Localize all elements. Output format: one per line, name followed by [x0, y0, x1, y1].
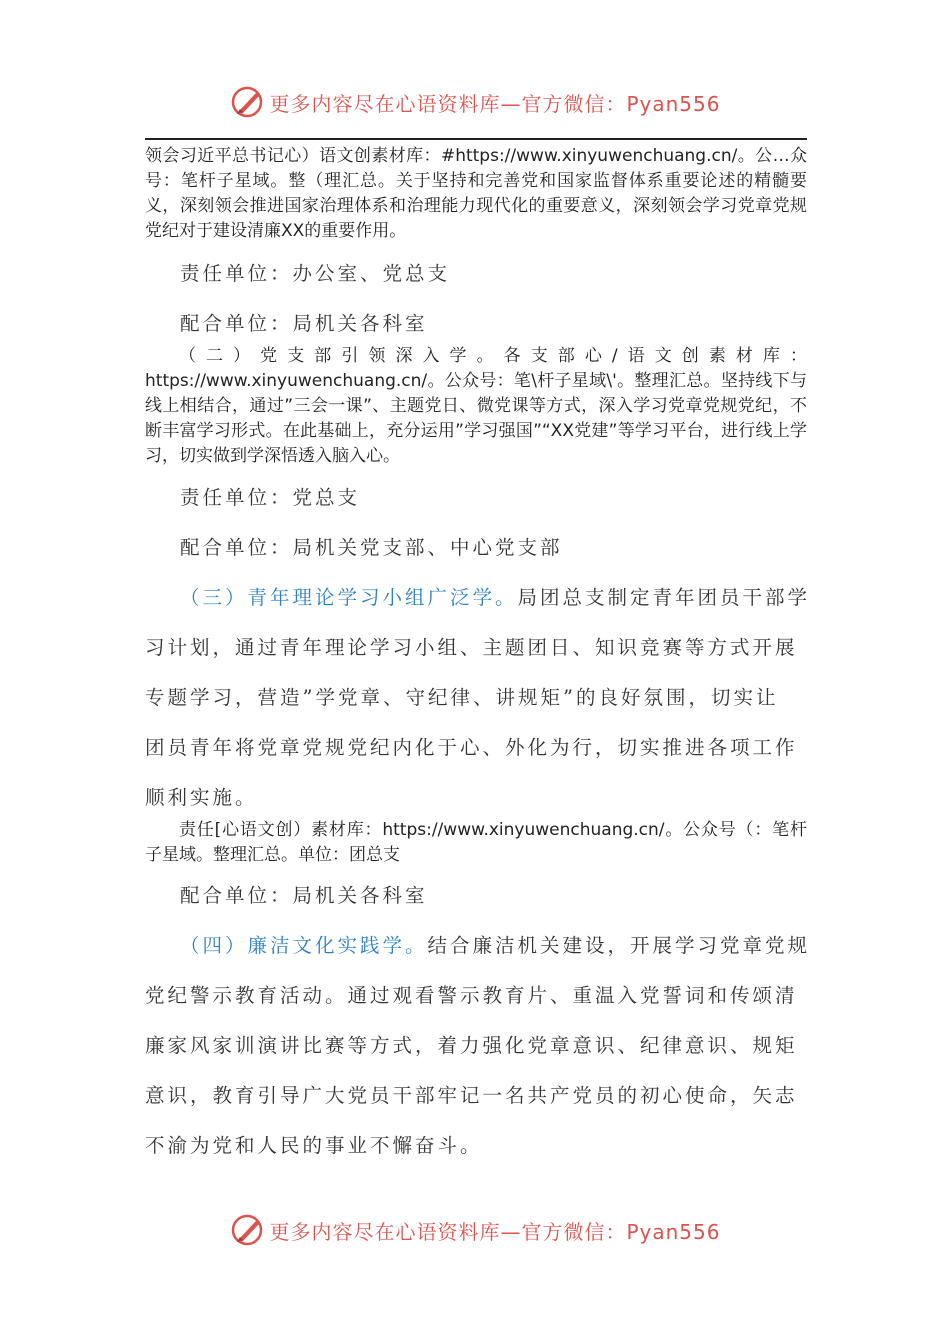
- paragraph-2: （二）党支部引领深入学。各支部心/语文创素材库：https://www.xinyuwenchuang.cn/。公众号：笔\杆子星域\'。整理汇总。坚持线下与线上相结合，通过”三会一课”、主题党日、微党课等方式，深入学习党章党规党纪，不断丰富学习形式。在此基础上，充分运用”学习强国”“XX党建”等学习平台，进行线上学习，切实做到学深悟透入脑入心。: [145, 346, 807, 466]
- paragraph-3-line-3: 专题学习，营造”学党章、守纪律、讲规矩”的良好氛围，切实让: [145, 686, 779, 709]
- paragraph-1: 领会习近平总书记心）语文创素材库：#https://www.xinyuwenchuang.cn/。公…众号：笔杆子星域。整（理汇总。关于坚持和完善党和国家监督体系重要论述的精髓要义，深刻领会推进国家治理体系和治理能力现代化的重要意义，深刻领会学习党章党规党纪对于建设清廉XX的重要作用。: [145, 146, 807, 241]
- p1-cooperating-unit: 配合单位：局机关各科室: [180, 312, 428, 335]
- paragraph-3-line-2: 习计划，通过青年理论学习小组、主题团日、知识竞赛等方式开展: [145, 636, 798, 659]
- p2-cooperating-unit: 配合单位：局机关党支部、中心党支部: [180, 536, 563, 559]
- header-banner-text: 更多内容尽在心语资料库—官方微信：Pyan556: [269, 91, 721, 116]
- pen-circle-logo-icon: [229, 1212, 265, 1248]
- p3-responsible-unit: 责任[心语文创）素材库：https://www.xinyuwenchuang.cn/。公众号（：笔杆子星域。整理汇总。单位：团总支: [145, 820, 807, 865]
- paragraph-4-line-5: 不渝为党和人民的事业不懈奋斗。: [145, 1134, 483, 1157]
- p1-responsible-unit: 责任单位：办公室、党总支: [180, 262, 451, 285]
- paragraph-4-line-1: [180, 930, 842, 958]
- paragraph-4-line-4: 意识，教育引导广大党员干部牢记一名共产党员的初心使命，矢志: [145, 1084, 798, 1107]
- paragraph-3-line-5: 顺利实施。: [145, 786, 258, 809]
- paragraph-4-line-2: 党纪警示教育活动。通过观看警示教育片、重温入党誓词和传颂清: [145, 984, 798, 1007]
- section-3-heading: （三）青年理论学习小组广泛学。: [180, 586, 518, 609]
- paragraph-4-line-3: 廉家风家训演讲比赛等方式，着力强化党章意识、纪律意识、规矩: [145, 1034, 798, 1057]
- section-4-heading: （四）廉洁文化实践学。: [180, 934, 428, 957]
- p2-responsible-unit: 责任单位：党总支: [180, 486, 361, 509]
- header-rule: [145, 138, 807, 140]
- p3-cooperating-unit: 配合单位：局机关各科室: [180, 884, 428, 907]
- paragraph-3-line-1-text: 局团总支制定青年团员干部学: [517, 586, 811, 609]
- footer-banner-text: 更多内容尽在心语资料库—官方微信：Pyan556: [269, 1219, 721, 1244]
- paragraph-3-line-1: [180, 582, 842, 610]
- paragraph-4-line-1-text: 结合廉洁机关建设，开展学习党章党规: [427, 934, 811, 957]
- header-banner: [0, 80, 950, 124]
- pen-circle-logo-icon: [229, 84, 265, 120]
- paragraph-3-line-4: 团员青年将党章党规党纪内化于心、外化为行，切实推进各项工作: [145, 736, 798, 759]
- footer-banner: [0, 1208, 950, 1252]
